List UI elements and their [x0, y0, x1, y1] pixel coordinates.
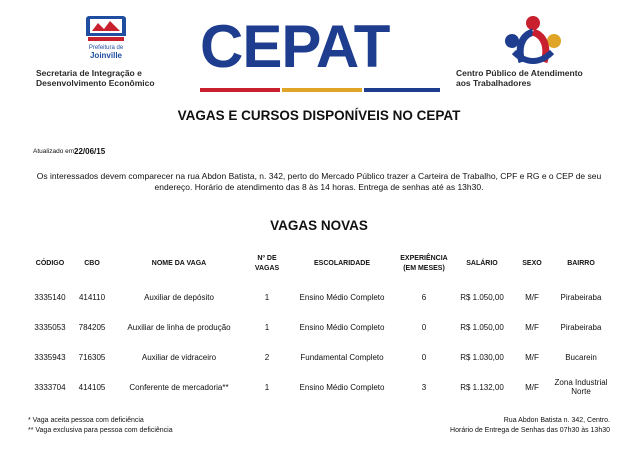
cell-nome-vaga: Conferente de mercadoria** — [129, 382, 229, 392]
right-org-name — [456, 68, 583, 88]
cell-sexo: M/F — [525, 352, 539, 362]
cell-codigo: 3335140 — [34, 292, 66, 302]
prefeitura-logo — [78, 14, 134, 64]
page-header — [0, 0, 638, 98]
cell-nome-vaga: Auxiliar de vidraceiro — [141, 352, 217, 362]
col-num-vagas: Nº DE VAGAS — [254, 255, 280, 272]
footnote-pcd-accepted: * Vaga aceita pessoa com deficiência — [28, 417, 144, 424]
cell-num-vagas: 2 — [264, 352, 270, 362]
cell-nome-vaga: Auxiliar de linha de produção — [127, 322, 231, 332]
right-org-line1: Centro Público de Atendimento — [456, 68, 583, 78]
cell-cbo: 716305 — [78, 352, 106, 362]
cell-escolaridade: Ensino Médio Completo — [299, 382, 385, 392]
cell-codigo: 3333704 — [34, 382, 66, 392]
cell-bairro: Zona Industrial Norte — [554, 378, 608, 396]
cell-num-vagas: 1 — [264, 382, 270, 392]
cepat-people-icon — [500, 14, 566, 68]
footnote-pcd-exclusive: ** Vaga exclusiva para pessoa com deficiência — [28, 427, 173, 434]
cell-experiencia: 3 — [421, 382, 427, 392]
contact-hours: Horário de Entrega de Senhas das 07h30 às 13h30 — [450, 427, 610, 434]
cell-codigo: 3335943 — [34, 352, 66, 362]
cell-bairro: Pirabeiraba — [560, 322, 602, 332]
cell-sexo: M/F — [525, 322, 539, 332]
brand-stripe-gold — [282, 88, 362, 92]
cell-salario: R$ 1.050,00 — [460, 292, 504, 302]
cell-sexo: M/F — [525, 292, 539, 302]
cell-salario: R$ 1.030,00 — [460, 352, 504, 362]
jobs-table — [28, 246, 610, 402]
cell-num-vagas: 1 — [264, 322, 270, 332]
cell-cbo: 414105 — [78, 382, 106, 392]
table-row — [28, 282, 610, 312]
page-title: VAGAS E CURSOS DISPONÍVEIS NO CEPAT — [177, 108, 461, 123]
brand-stripe-blue — [364, 88, 440, 92]
col-codigo: CÓDIGO — [35, 260, 65, 267]
cell-escolaridade: Ensino Médio Completo — [299, 322, 385, 332]
cell-sexo: M/F — [525, 382, 539, 392]
contact-address: Rua Abdon Batista n. 342, Centro. — [503, 417, 610, 424]
cell-bairro: Bucarein — [565, 352, 597, 362]
left-org-line1: Secretaria de Integração e — [36, 68, 142, 78]
col-cbo: CBO — [84, 260, 100, 267]
cell-salario: R$ 1.132,00 — [460, 382, 504, 392]
updated-label: Atualizado em — [33, 148, 75, 155]
cell-experiencia: 6 — [421, 292, 427, 302]
col-nome-vaga: NOME DA VAGA — [151, 260, 207, 267]
footnotes — [28, 416, 173, 436]
cell-experiencia: 0 — [421, 322, 427, 332]
table-row — [28, 342, 610, 372]
cell-nome-vaga: Auxiliar de depósito — [144, 292, 214, 302]
col-escolaridade: ESCOLARIDADE — [313, 260, 370, 267]
table-row — [28, 312, 610, 342]
cell-experiencia: 0 — [421, 352, 427, 362]
prefeitura-logo-line2: Joinville — [89, 51, 123, 60]
left-org-line2: Desenvolvimento Econômico — [36, 78, 155, 88]
cell-cbo: 784205 — [78, 322, 106, 332]
cell-salario: R$ 1.050,00 — [460, 322, 504, 332]
cell-bairro: Pirabeiraba — [560, 292, 602, 302]
cell-cbo: 414110 — [78, 292, 106, 302]
section-title: VAGAS NOVAS — [270, 218, 368, 233]
cell-escolaridade: Fundamental Completo — [300, 352, 384, 362]
col-salario: SALÁRIO — [466, 260, 498, 267]
col-experiencia: EXPERIÊNCIA (EM MESES) — [400, 255, 448, 272]
cepat-wordmark: CEPAT — [200, 13, 390, 80]
contact-info — [450, 416, 610, 436]
cell-escolaridade: Ensino Médio Completo — [299, 292, 385, 302]
col-sexo: SEXO — [522, 260, 542, 267]
col-bairro: BAIRRO — [567, 260, 595, 267]
intro-text: Os interessados devem comparecer na rua Abdon Batista, n. 342, perto do Mercado Público trazer a Carteira de Trabalho, CPF e RG e o CEP de seu endereço. Horário de atendimento das 8 às 14 horas. Entrega de senhas até as 13h30. — [36, 171, 602, 192]
right-org-line2: aos Trabalhadores — [456, 78, 532, 88]
prefeitura-logo-line1: Prefeitura de — [88, 45, 124, 51]
cell-codigo: 3335053 — [34, 322, 66, 332]
left-org-name — [36, 68, 155, 88]
brand-stripe-red — [200, 88, 280, 92]
table-row — [28, 372, 610, 402]
updated-date: 22/06/15 — [74, 147, 106, 156]
cell-num-vagas: 1 — [264, 292, 270, 302]
table-header-row — [28, 246, 610, 282]
